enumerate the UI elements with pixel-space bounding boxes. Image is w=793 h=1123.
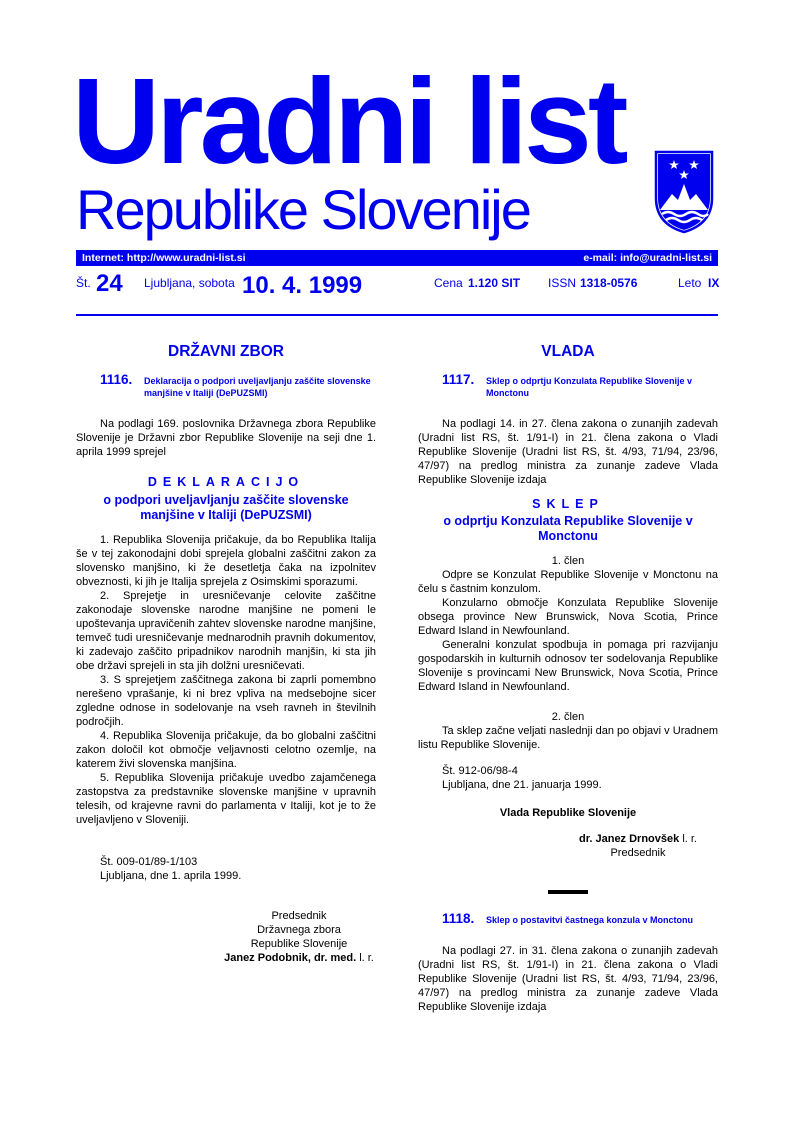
paragraph: 2. Sprejetje in uresničevanje celovite zaščitne zakonodaje slovenske narodne manjšine ne pomeni le upoštevanja upravičenih zahtev slovenske narodne manjšine, temveč tudi uresničevanje mednarodnih pravnih dokumentov, ki zadevajo zaščito pripadnikov narodnih manjšin, ki sta jih obe državi sprejeli in sta jih dolžni uresničevati. [76,590,376,672]
government-name: Vlada Republike Slovenije [499,807,637,819]
issue-number-label: Št. [76,276,91,290]
masthead-subtitle: Republike Slovenije [76,178,530,241]
act-title: Deklaracija o podpori uveljavljanju zaščite slovenske manjšine v Italiji (DePUZSMI) [144,376,371,398]
internet-link[interactable]: Internet: http://www.uradni-list.si [82,252,246,264]
issue-info [76,270,718,306]
act-intro: Na podlagi 169. poslovnika Državnega zbora Republike Slovenije je Državni zbor Republike Slovenije na seji dne 1. aprila 1999 sprejel [76,418,376,458]
masthead-title: Uradni list [72,53,625,189]
paragraph: 5. Republika Slovenija pričakuje uvedbo zajamčenega zastopstva za predstavnike slovenske manjšine v upravnih telesih, od krajevne ravni do parlamenta v Italiji, kot je to že uveljavljeno v Sloveniji. [76,772,376,826]
act-header-1118 [442,912,718,926]
document-title: DEKLARACIJO [147,475,305,489]
signature-suffix: l. r. [679,833,697,845]
issn-value: 1318-0576 [580,276,638,290]
year-value: IX [708,276,720,290]
signature-role: Predsednik [610,847,666,859]
document-title: SKLEP [532,497,604,511]
issue-place-day: Ljubljana, sobota [144,276,235,290]
paragraph: Konzularno območje Konzulata Republike Slovenije obsega province New Brunswick, Nova Scotia, Prince Edward Island in Newfounland. [418,597,718,637]
left-column [76,345,376,965]
act-number: 1116. [100,372,133,387]
signature-role: Državnega zbora [257,924,341,936]
signature-name: Janez Podobnik, dr. med. [224,952,357,964]
act-intro: Na podlagi 27. in 31. člena zakona o zunanjih zadevah (Uradni list RS, št. 1/91-I) in 21. člena zakona o Vladi Republike Slovenije (Uradni list RS, št. 4/93, 71/94, 23/96, 47/97) na predlog ministra za zunanje zadeve Vlada Republike Slovenije izdaja [418,945,718,1013]
issue-date: 10. 4. 1999 [242,272,363,299]
article-heading: 1. člen [551,555,585,567]
signature-block [558,832,718,860]
signature-role: Predsednik [271,910,327,922]
paragraph: Generalni konzulat spodbuja in pomaga pri razvijanju gospodarskih in kulturnih odnosov ter sodelovanja Republike Slovenije s provincami New Brunswick, Nova Scotia, Prince Edward Island in Newfounland. [418,639,718,693]
act-number: 1118. [442,911,475,926]
paragraph: Ta sklep začne veljati naslednji dan po objavi v Uradnem listu Republike Slovenije. [418,725,718,751]
article-heading: 2. člen [551,711,585,723]
paragraph: 4. Republika Slovenija pričakuje, da bo globalni zaščitni zakon določil kot območje veljavnosti celotno ozemlje, na katerem živi slovenska manjšina. [76,730,376,770]
paragraph: 3. S sprejetjem zaščitnega zakona bi zaprli pomembno nerešeno vprašanje, ki ni brez vpliva na medsebojne sicer zgledne odnose in sodelovanje na vseh ravneh in številnih področjih. [76,674,376,728]
act-title: Sklep o odprtju Konzulata Republike Slovenije v Monctonu [486,376,693,398]
coat-of-arms-icon [652,148,716,234]
paragraph: 1. Republika Slovenija pričakuje, da bo Republika Italija še v tej zakonodajni dobi sprejela globalni zaščitni zakon za slovensko manjšino, ki že desetletja čaka na izpolnitev obveznosti, ki jih je Italija sprejela z Osimskimi sporazumi. [76,534,376,588]
reference-number: Št. 912-06/98-4 [442,765,518,777]
section-heading-drzavni-zbor: DRŽAVNI ZBOR [168,343,284,360]
signature-block [214,909,384,965]
email-link[interactable]: e-mail: info@uradni-list.si [583,252,712,264]
signature-role: Republike Slovenije [250,938,348,950]
act-title: Sklep o postavitvi častnega konzula v Monctonu [486,915,694,925]
reference-number: Št. 009-01/89-1/103 [100,856,198,868]
section-heading-vlada: VLADA [541,343,595,360]
reference-date: Ljubljana, dne 21. januarja 1999. [442,779,602,791]
signature-suffix: l. r. [356,952,374,964]
price-value: 1.120 SIT [468,276,521,290]
reference-date: Ljubljana, dne 1. aprila 1999. [100,870,242,882]
right-column [418,345,718,1014]
paragraph: Odpre se Konzulat Republike Slovenije v Monctonu na čelu s častnim konzulom. [418,569,718,595]
act-header-1116 [100,373,376,399]
header-rule [76,314,718,316]
issue-number: 24 [96,270,123,297]
signature-name: dr. Janez Drnovšek [578,833,680,845]
contact-bar [76,250,718,266]
year-label: Leto [678,276,702,290]
document-subtitle: o odprtju Konzulata Republike Slovenije v Monctonu [443,514,693,543]
issn-label: ISSN [548,276,577,290]
price-label: Cena [434,276,463,290]
act-number: 1117. [442,372,475,387]
document-subtitle: o podpori uveljavljanju zaščite slovenske manjšine v Italiji (DePUZSMI) [103,493,349,522]
act-intro: Na podlagi 14. in 27. člena zakona o zunanjih zadevah (Uradni list RS, št. 1/91-I) in 21. člena zakona o Vladi Republike Slovenije (Uradni list RS, št. 4/93, 71/94, 23/96, 47/97) na predlog ministra za zunanje zadeve Vlada Republike Slovenije izdaja [418,418,718,486]
act-header-1117 [442,373,718,399]
